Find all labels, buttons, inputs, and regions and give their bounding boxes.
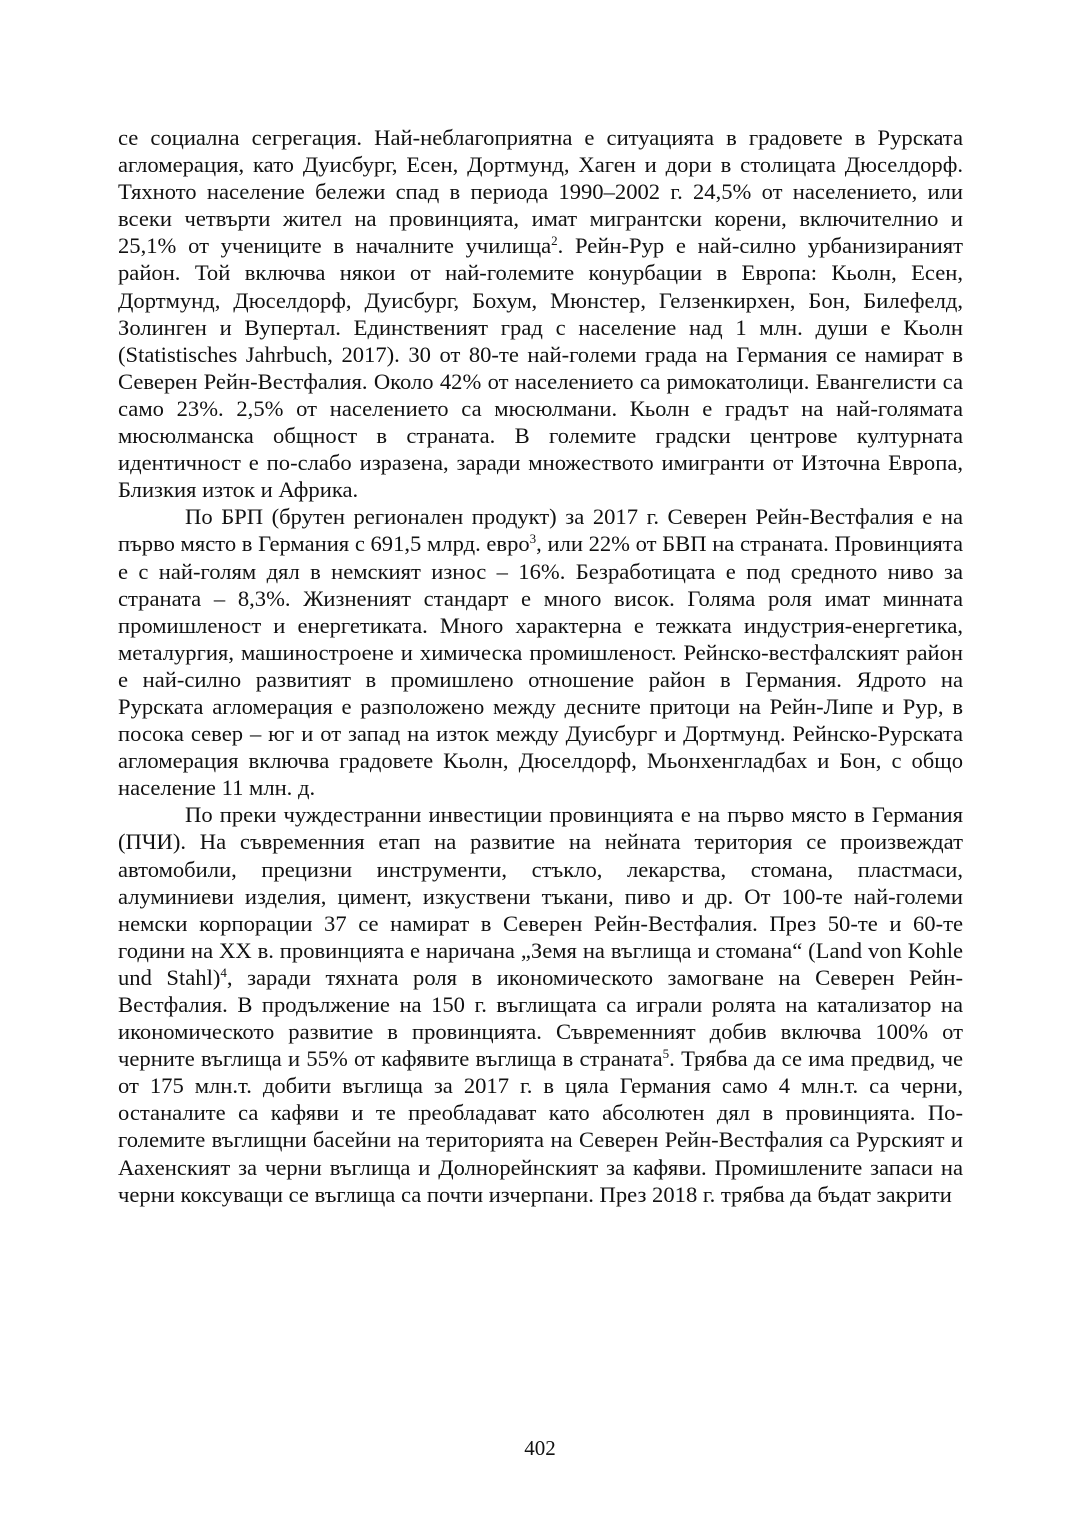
paragraph-2-text-2: , или 22% от БВП на страната. Провинцията е с най-голям дял в немският износ – 16%. Безработицата е под средното ниво за страната – 8,3%. Жизненият стандарт е много висок. Голяма роля имат минната промишленост и енергетиката. Много характерна е тежката индустрия-енергетика, металургия, машиностроене и химическа промишленост. Рейнско-вестфалският район е най-силно развитият в промишлено отношение район в Германия. Ядрото на Рурската агломерация е разположено между десните притоци на Рейн-Липе и Рур, в посока север – юг и от запад на изток между Дуисбург и Дортмунд. Рейнско-Рурската агломерация включва градовете Кьолн, Дюселдорф, Мьонхенгладбах и Бон, с общо население 11 млн. д. (118, 531, 963, 801)
paragraph-1-text-1: се социална сегрегация. Най-неблагоприятна е ситуацията в градовете в Рурската агломерация, като Дуисбург, Есен, Дортмунд, Хаген и дори в столицата Дюселдорф. Тяхното население бележи спад в периода 1990–2002 г. 24,5% от населението, или всеки четвърти жител на провинцията, имат мигрантски корени, включителнио и 25,1% от учениците в началните училища (118, 125, 963, 259)
paragraph-3-text-2: , заради тяхната роля в икономическото замогване на Северен Рейн-Вестфалия. В продължение на 150 г. въглищата са играли ролята на катализатор на икономическото развитие в провинцията. Съвременният добив включва 100% от черните въглища и 55% от кафявите въглища в страната (118, 964, 963, 1072)
footnote-ref-3: 3 (529, 531, 537, 547)
paragraph-3-text-3: . Трябва да се има предвид, че от 175 млн.т. добити въглища за 2017 г. в цяла Германия само 4 млн.т. са черни, останалите са кафяви и те преобладават като абсолютен дял в провинцията. По-големите въглищни басейни на територията на Северен Рейн-Вестфалия са Рурският и Аахенският за черни въглища и Долнорейнският за кафяви. Промишлените запаси на черни коксуващи се въглища са почти изчерпани. През 2018 г. трябва да бъдат закрити (118, 1046, 963, 1207)
paragraph-2 (118, 503, 963, 801)
footnote-ref-5: 5 (662, 1046, 670, 1062)
page-number: 402 (524, 1436, 556, 1460)
page-body (118, 124, 963, 1208)
paragraph-1-text-2: . Рейн-Рур е най-силно урбанизираният район. Той включва някои от най-големите конурбации в Европа: Кьолн, Есен, Дортмунд, Дюселдорф, Дуисбург, Бохум, Мюнстер, Гелзенкирхен, Бон, Билефелд, Золинген и Вупертал. Единственият град с население над 1 млн. души е Кьолн (Statistisches Jahrbuch, 2017). 30 от 80-те най-големи града на Германия се намират в Северен Рейн-Вестфалия. Около 42% от населението са римокатолици. Евангелисти са само 23%. 2,5% от населението са мюсюлмани. Кьолн е градът на най-голямата мюсюлманска общност в страната. В големите градски центрове културната идентичност е по-слабо изразена, заради множеството имигранти от Източна Европа, Близкия изток и Африка. (118, 233, 963, 503)
footnote-ref-2: 2 (551, 233, 558, 249)
paragraph-3-text-1: По преки чуждестранни инвестиции провинцията е на първо място в Германия (ПЧИ). На съвременния етап на развитие на нейната територия се произвеждат автомобили, прецизни инструменти, стъкло, лекарства, стомана, пластмаси, алуминиеви изделия, цимент, изкуствени тъкани, пиво и др. От 100-те най-големи немски корпорации 37 се намират в Северен Рейн-Вестфалия. През 50-те и 60-те години на XX в. провинцията е наричана „Земя на въглища и стомана“ (Land von Kohle und Stahl) (118, 802, 963, 990)
footnote-ref-4: 4 (220, 964, 227, 980)
paragraph-3 (118, 801, 963, 1207)
paragraph-1 (118, 124, 963, 503)
paragraph-2-text-1: По БРП (брутен регионален продукт) за 2017 г. Северен Рейн-Вестфалия е на първо място в Германия с 691,5 млрд. евро (118, 504, 963, 557)
